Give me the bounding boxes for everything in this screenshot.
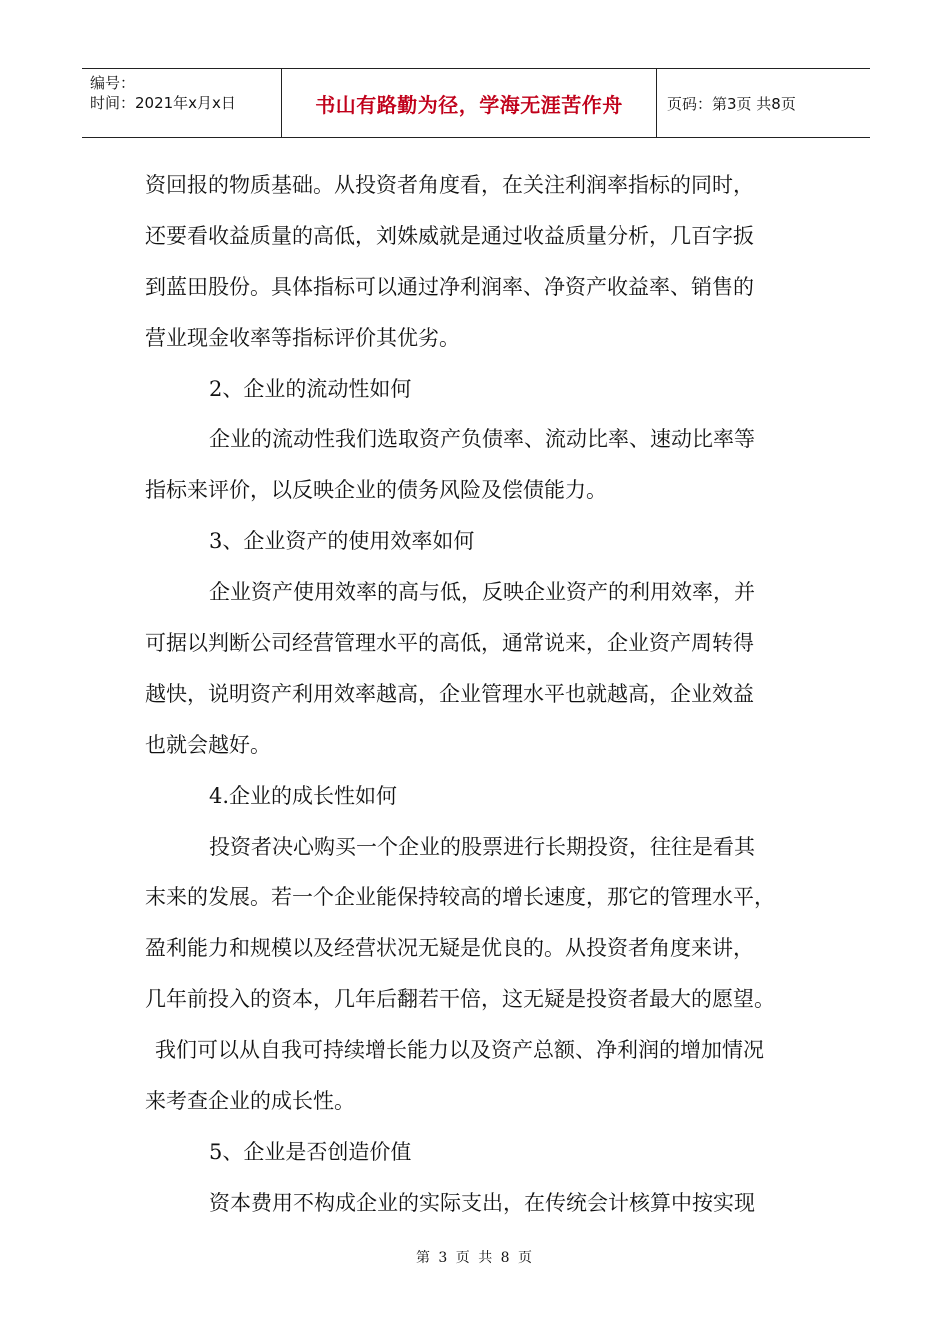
page-footer: 第 3 页 共 8 页 bbox=[415, 1250, 535, 1266]
text-line: 到蓝田股份。具体指标可以通过净利润率、净资产收益率、销售的 bbox=[145, 274, 754, 299]
text-line: 资本费用不构成企业的实际支出，在传统会计核算中按实现 bbox=[209, 1190, 755, 1215]
header-meta bbox=[82, 69, 282, 137]
text-line: 越快，说明资产利用效率越高，企业管理水平也就越高，企业效益 bbox=[145, 681, 754, 706]
section-heading: 5、企业是否创造价值 bbox=[209, 1139, 412, 1164]
text-line: 我们可以从自我可持续增长能力以及资产总额、净利润的增加情况 bbox=[155, 1038, 764, 1063]
header-motto: 书山有路勤为径，学海无涯苦作舟 bbox=[282, 69, 657, 137]
text-line: 几年前投入的资本，几年后翻若干倍，这无疑是投资者最大的愿望。 bbox=[145, 987, 775, 1012]
text-line: 投资者决心购买一个企业的股票进行长期投资，往往是看其 bbox=[209, 834, 755, 859]
page-header bbox=[82, 68, 870, 138]
number-label: 编号： bbox=[90, 74, 136, 92]
header-page-label: 页码：第3页 共8页 bbox=[667, 94, 796, 113]
section-heading: 2、企业的流动性如何 bbox=[209, 376, 412, 401]
section-heading: 4.企业的成长性如何 bbox=[209, 783, 398, 808]
text-line: 指标来评价，以反映企业的债务风险及偿债能力。 bbox=[145, 478, 607, 503]
text-line: 盈利能力和规模以及经营状况无疑是优良的。从投资者角度来讲， bbox=[145, 936, 754, 961]
text-line: 可据以判断公司经营管理水平的高低，通常说来，企业资产周转得 bbox=[145, 631, 754, 656]
time-label: 时间：2021年x月x日 bbox=[90, 94, 236, 112]
text-line: 来考查企业的成长性。 bbox=[145, 1089, 355, 1114]
text-line: 还要看收益质量的高低，刘姝威就是通过收益质量分析，几百字扳 bbox=[145, 223, 754, 248]
text-line: 末来的发展。若一个企业能保持较高的增长速度，那它的管理水平， bbox=[145, 885, 775, 910]
document-body bbox=[145, 160, 813, 1229]
text-line: 也就会越好。 bbox=[145, 732, 271, 757]
text-line: 资回报的物质基础。从投资者角度看，在关注利润率指标的同时， bbox=[145, 173, 754, 197]
text-line: 企业资产使用效率的高与低，反映企业资产的利用效率，并 bbox=[209, 580, 755, 605]
section-heading: 3、企业资产的使用效率如何 bbox=[209, 529, 475, 554]
text-line: 企业的流动性我们选取资产负债率、流动比率、速动比率等 bbox=[209, 427, 755, 452]
text-line: 营业现金收率等指标评价其优劣。 bbox=[145, 325, 460, 350]
